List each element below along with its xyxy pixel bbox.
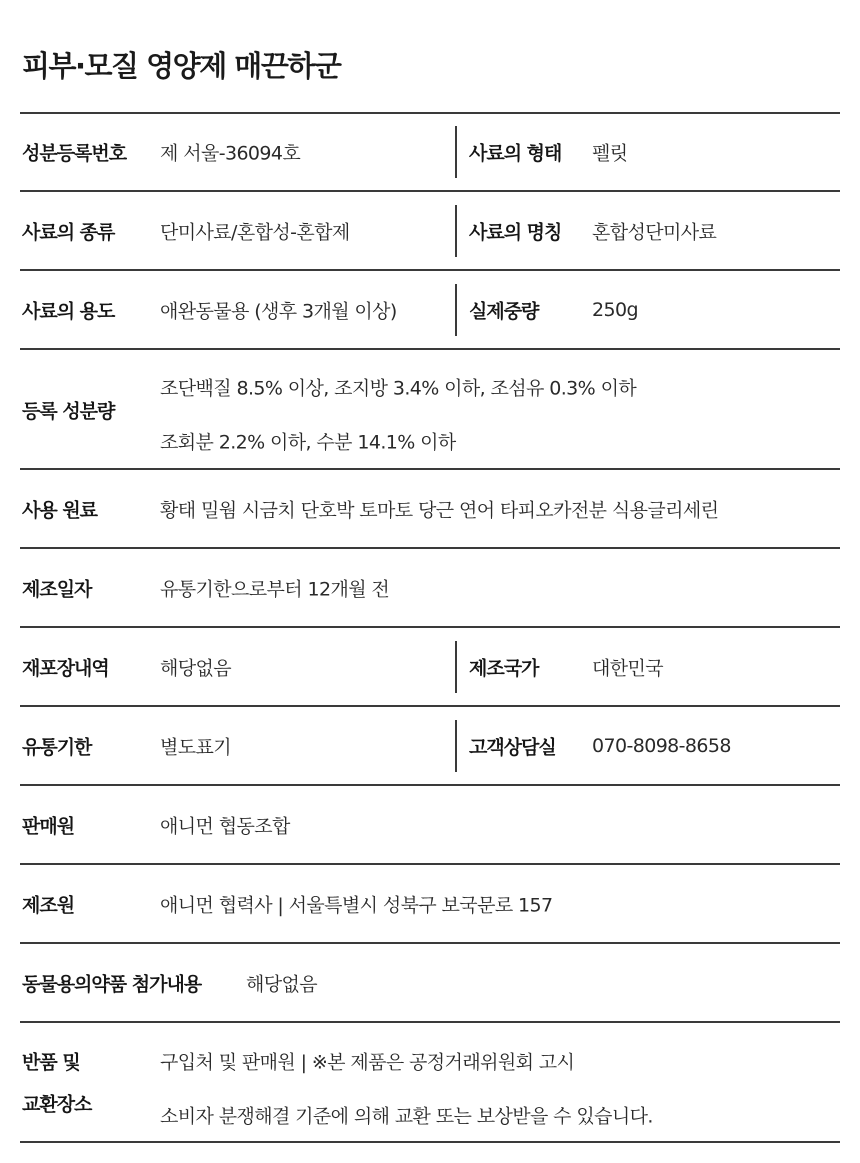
returns-line-1: 구입처 및 판매원 | ※본 제품은 공정거래위원회 고시 xyxy=(160,1051,575,1074)
column-divider xyxy=(455,720,457,772)
name-label: 사료의 명칭 xyxy=(469,221,562,244)
weight-label: 실제중량 xyxy=(469,300,539,323)
expiry-value: 별도표기 xyxy=(160,736,232,759)
divider xyxy=(20,705,840,707)
materials-value: 황태 밀웜 시금치 단호박 토마토 당근 연어 타피오카전분 식용글리세린 xyxy=(160,499,719,522)
divider xyxy=(20,863,840,865)
seller-label: 판매원 xyxy=(22,815,75,838)
returns-line-2: 소비자 분쟁해결 기준에 의해 교환 또는 보상받을 수 있습니다. xyxy=(160,1105,653,1128)
ingredients-line-2: 조회분 2.2% 이하, 수분 14.1% 이하 xyxy=(160,431,456,454)
ingredients-line-1: 조단백질 8.5% 이상, 조지방 3.4% 이하, 조섬유 0.3% 이하 xyxy=(160,377,637,400)
expiry-label: 유통기한 xyxy=(22,736,92,759)
repack-value: 해당없음 xyxy=(160,657,232,680)
divider-top xyxy=(20,112,840,114)
usage-value: 애완동물용 (생후 3개월 이상) xyxy=(160,300,397,323)
divider-bottom xyxy=(20,1141,840,1143)
country-label: 제조국가 xyxy=(469,657,539,680)
ingredients-label: 등록 성분량 xyxy=(22,400,115,423)
repack-label: 재포장내역 xyxy=(22,657,109,680)
divider xyxy=(20,626,840,628)
usage-label: 사료의 용도 xyxy=(22,300,115,323)
registration-label: 성분등록번호 xyxy=(22,142,127,165)
returns-label-line-1: 반품 및 xyxy=(22,1051,80,1074)
country-value: 대한민국 xyxy=(592,657,664,680)
additives-value: 해당없음 xyxy=(246,973,318,996)
name-value: 혼합성단미사료 xyxy=(592,221,717,244)
mfg-date-value: 유통기한으로부터 12개월 전 xyxy=(160,578,390,601)
kind-value: 단미사료/혼합성-혼합제 xyxy=(160,221,350,244)
registration-value: 제 서울-36094호 xyxy=(160,142,301,165)
page-title: 피부·모질 영양제 매끈하군 xyxy=(22,49,341,83)
materials-label: 사용 원료 xyxy=(22,499,98,522)
seller-value: 애니먼 협동조합 xyxy=(160,815,290,838)
additives-label: 동물용의약품 첨가내용 xyxy=(22,973,202,996)
divider xyxy=(20,468,840,470)
returns-label-line-2: 교환장소 xyxy=(22,1093,92,1116)
column-divider xyxy=(455,284,457,336)
form-label: 사료의 형태 xyxy=(469,142,562,165)
divider xyxy=(20,269,840,271)
divider xyxy=(20,784,840,786)
divider xyxy=(20,190,840,192)
mfg-date-label: 제조일자 xyxy=(22,578,92,601)
weight-value: 250g xyxy=(592,299,638,321)
column-divider xyxy=(455,126,457,178)
maker-label: 제조원 xyxy=(22,894,75,917)
maker-value: 애니먼 협력사 | 서울특별시 성북구 보국문로 157 xyxy=(160,894,553,917)
divider xyxy=(20,1021,840,1023)
divider xyxy=(20,942,840,944)
divider xyxy=(20,348,840,350)
support-label: 고객상담실 xyxy=(469,736,556,759)
column-divider xyxy=(455,205,457,257)
divider xyxy=(20,547,840,549)
column-divider xyxy=(455,641,457,693)
support-phone[interactable]: 070-8098-8658 xyxy=(592,735,731,757)
kind-label: 사료의 종류 xyxy=(22,221,115,244)
form-value: 펠릿 xyxy=(592,142,628,165)
